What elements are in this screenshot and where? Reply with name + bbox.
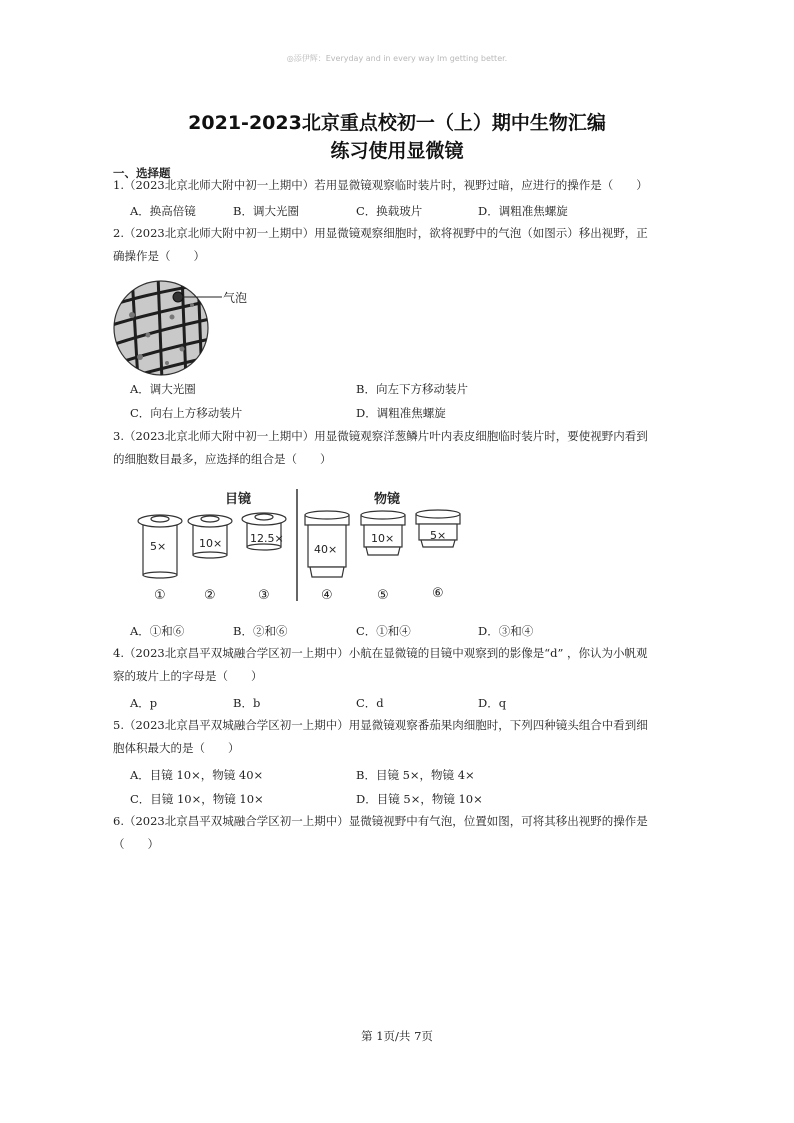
q3-option-b: B．②和⑥ <box>233 624 288 638</box>
q4-option-a: A．p <box>130 696 158 710</box>
eyepiece-3-mag: 12.5× <box>250 532 284 545</box>
q1-option-c: C．换载玻片 <box>356 204 423 218</box>
question-3 <box>113 425 688 471</box>
question-text: 1.（2023北京北师大附中初一上期中）若用显微镜观察临时装片时，视野过暗，应进行的操作是（ ） <box>113 178 648 192</box>
objective-label: 物镜 <box>374 492 401 507</box>
label-6: ⑥ <box>432 586 444 601</box>
label-5: ⑤ <box>377 588 389 603</box>
question-text: 3.（2023北京北师大附中初一上期中）用显微镜观察洋葱鳞片叶内表皮细胞临时装片时，要使视野内看到 <box>113 429 648 443</box>
q5-option-d: D．目镜 5×，物镜 10× <box>356 792 483 806</box>
question-text: 察的玻片上的字母是（ ） <box>113 669 263 683</box>
objective-1-mag: 40× <box>314 543 338 556</box>
bubble-label: 气泡 <box>223 291 248 305</box>
objective-2-mag: 10× <box>371 532 395 545</box>
section-heading: 一、选择题 <box>113 166 171 180</box>
page-footer: 第 1页/共 7页 <box>361 1029 433 1043</box>
question-text: 4.（2023北京昌平双城融合学区初一上期中）小航在显微镜的目镜中观察到的影像是“d” ，你认为小帆观 <box>113 646 648 660</box>
q4-option-c: C．d <box>356 696 384 710</box>
q3-option-a: A．①和⑥ <box>130 624 185 638</box>
q2-option-d: D．调粗准焦螺旋 <box>356 406 446 420</box>
question-text: （ ） <box>113 837 159 851</box>
q1-option-a: A．换高倍镜 <box>130 204 196 218</box>
label-4: ④ <box>321 588 333 603</box>
question-text: 5.（2023北京昌平双城融合学区初一上期中）用显微镜观察番茄果肉细胞时，下列四种镜头组合中看到细 <box>113 718 648 732</box>
q1-option-b: B．调大光圈 <box>233 204 299 218</box>
eyepiece-1-mag: 5× <box>150 540 167 553</box>
eyepiece-label: 目镜 <box>225 492 252 507</box>
document-title: 2021-2023北京重点校初一（上）期中生物汇编 <box>188 112 606 134</box>
eyepiece-2-mag: 10× <box>199 537 223 550</box>
question-text: 2.（2023北京北师大附中初一上期中）用显微镜观察细胞时，欲将视野中的气泡（如图示）移出视野，正 <box>113 226 648 240</box>
question-6 <box>113 810 688 856</box>
question-5 <box>113 714 688 760</box>
q5-option-c: C．目镜 10×，物镜 10× <box>130 792 264 806</box>
air-bubble <box>173 292 183 302</box>
label-3: ③ <box>258 588 270 603</box>
q2-option-b: B．向左下方移动装片 <box>356 382 468 396</box>
label-2: ② <box>204 588 216 603</box>
bubble-field-figure <box>112 275 272 385</box>
watermark: ◎添伊辉：Everyday and in every way Im getting better. <box>286 54 508 63</box>
question-text: 6.（2023北京昌平双城融合学区初一上期中）显微镜视野中有气泡，位置如图，可将其移出视野的操作是 <box>113 814 648 828</box>
question-4 <box>113 642 688 688</box>
q3-option-d: D．③和④ <box>478 624 534 638</box>
lens-figure <box>130 485 480 605</box>
q5-option-a: A．目镜 10×，物镜 40× <box>130 768 264 782</box>
q1-option-d: D．调粗准焦螺旋 <box>478 204 568 218</box>
document-subtitle: 练习使用显微镜 <box>330 140 464 162</box>
q2-option-c: C．向右上方移动装片 <box>130 406 243 420</box>
question-text: 胞体积最大的是（ ） <box>113 741 240 755</box>
objective-3-mag: 5× <box>430 529 447 542</box>
q4-option-b: B．b <box>233 696 261 710</box>
label-1: ① <box>154 588 166 603</box>
question-2 <box>113 222 688 268</box>
q4-option-d: D．q <box>478 696 507 710</box>
question-1 <box>113 174 688 197</box>
question-text: 的细胞数目最多，应选择的组合是（ ） <box>113 452 332 466</box>
q3-option-c: C．①和④ <box>356 624 411 638</box>
q2-option-a: A．调大光圈 <box>130 382 196 396</box>
question-text: 确操作是（ ） <box>113 249 205 263</box>
q5-option-b: B．目镜 5×，物镜 4× <box>356 768 475 782</box>
